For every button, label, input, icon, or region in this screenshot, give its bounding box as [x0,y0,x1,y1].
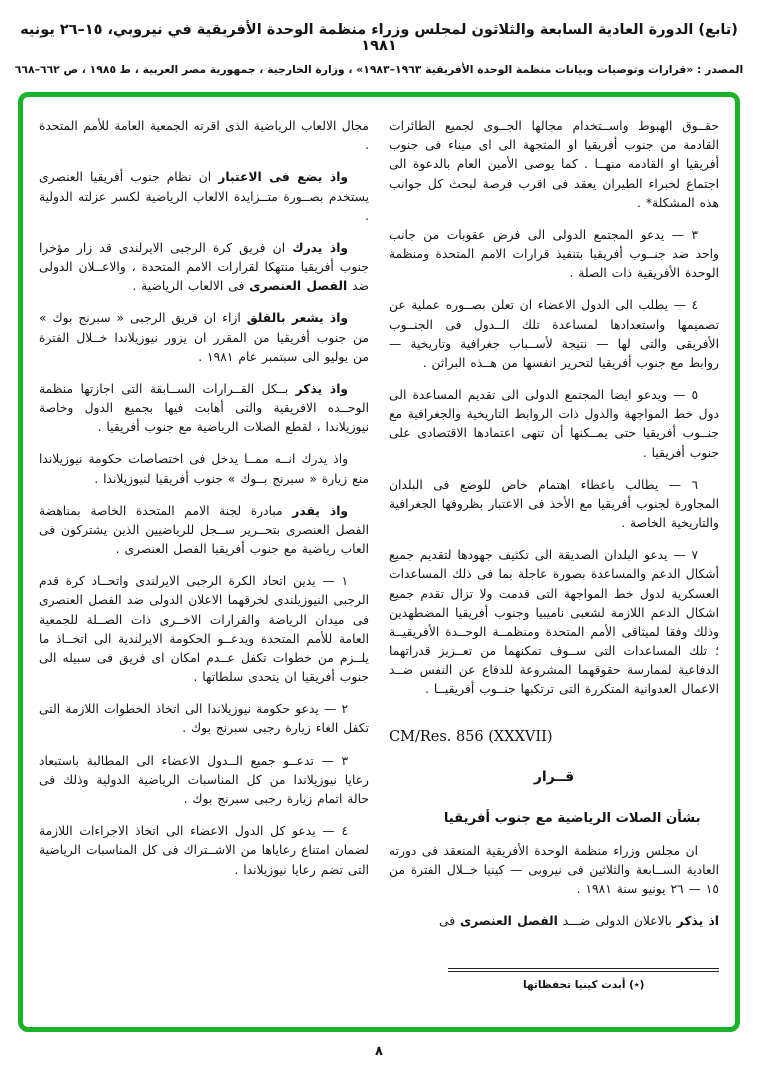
text-run: بالاعلان الدولى ضـــد [557,914,677,929]
page-number: ٨ [375,1044,383,1059]
bold-text-run: واذ يضع فى الاعتبار [218,170,349,185]
bold-text-run: واذ يشعر بالقلق [246,311,349,326]
resolution-reference: CM/Res. 856 (XXXVII) [389,728,553,745]
text-run: فى الالعاب الرياضية . [132,279,250,294]
text-run: ٥ — ويدعو ايضا المجتمع الدولى الى تقديم المساعدة الى دول خط المواجهة والدول ذات الروابط التاريخية والجغرافية مع جنــوب أفريقيا حتى يمــكنها أن تنهى اعتمادها الاقتصادى على جنوب أفريقيا . [389,388,719,460]
resolution-heading: قــرار [533,768,575,785]
bold-text-run: اذ يذكر [676,914,719,929]
content-frame [18,92,740,1032]
two-column-layout [39,117,719,1019]
paragraph [39,168,369,226]
left-column [39,117,369,1019]
right-column [389,117,719,1019]
text-run: ٤ — يطلب الى الدول الاعضاء ان تعلن بصــوره عملية عن تصميمها واستعدادها لمساعدة تلك الــدول فى الجنــوب الأفريقى والتى لها — نتيجة لأســباب جغرافية وتاريخية — روابط مع جنوب أفريقيا لتحرير انفسها من هــذه البراثن . [389,298,719,370]
text-run: واذ يدرك انــه ممــا يدخل فى اختصاصات حكومة نيوزيلاندا منع زيارة « سبرنج بــوك » جنوب أفريقيا لنيوزيلاندا . [39,452,369,486]
text-run: ٣ — تدعــو جميع الــدول الاعضاء الى المطالبة باستبعاد رعايا نيوزيلاندا من كل المناسبات الرياضية الدولية وذلك فى حالة اتمام زيارة رجبى سبرنج بوك . [39,753,369,806]
source-line: المصدر : «قرارات وتوصيات وبيانات منظمة الوحدة الأفريقية ١٩٦٣–١٩٨٣» ، وزارة الخارجية ، جمهورية مصر العربية ، ط ١٩٨٥ ، ص ٦٦٢–٦٦٨ [14,63,744,76]
paragraph [389,386,719,463]
paragraph [39,502,369,560]
paragraph [39,239,369,297]
text-run: مجال الالعاب الرياضية الذى اقرته الجمعية العامة للأمم المتحدة . [39,119,369,153]
text-run: ٦ — يطالب باعطاء اهتمام خاص للوضع فى البلدان المجاورة لجنوب أفريقيا مع الأخذ فى الاعتبار بظروفها الجغرافية والتاريخية الخاصة . [389,477,719,531]
paragraph [389,117,719,213]
resolution-subject: بشأن الصلات الرياضية مع جنوب أفريقيا [443,810,701,826]
text-run: ٤ — يدعو كل الدول الاعضاء الى اتخاذ الاجراءات اللازمة لضمان امتناع رعاياها من الاشــتراك فى كل المناسبات الرياضية التى تضم رعايا نيوزيلاندا . [39,824,369,877]
text-run: ان فريق كرة الرجبى الايرلندى قد زار مؤخرا جنوب أفريقيا منتهكا لقرارات الامم المتحدة ، والاعــلان الدولى ضد [39,240,369,294]
text-run: ٧ — يدعو البلدان الصديقة الى تكثيف جهودها لتقديم جميع أشكال الدعم والمساعدة بصورة عاجلة بما فى ذلك المساعدات العسكرية لدول خط المواجهة التى قدمت ولا تزال تقدم جميع اشكال الدعم اللازمة لشعبى ناميبيا وجنوب أفريقيا المضطهدين وذلك وفقا لميثاقى الأمم المتحدة ومنظمــة الوحــدة الأفريقيــة ؛ تلك المساعدات التى ســوف تمكنهما من تعــزيز قدراتهما الدفاعية لممارسة حقوقهما المشروعة للدفاع عن النفس ضــد الاعمال العدوانية المتكررة التى ترتكبها جنــوب أفريقيــا . [389,548,719,697]
paragraph [39,117,369,155]
bold-text-run: واذ يدرك [292,240,349,255]
paragraph [389,546,719,699]
paragraph [39,822,369,880]
text-run: ازاء ان فريق الرجبى « سبرنج بوك » من جنوب أفريقيا من المقرر ان يزور نيوزيلاندا خــلال الفترة من يوليو الى سبتمبر عام ١٩٨١ . [39,311,369,364]
text-run: مبادرة لجنة الامم المتحدة الخاصة بمناهضة الفصل العنصرى بتحــرير ســجل للرياضيين الذين يشتركون فى العاب رياضية مع جنوب أفريقيا الفصل العنصرى . [39,503,369,557]
bold-text-run: الفصل العنصرى [249,279,348,294]
paragraph [389,226,719,284]
text-run: بــكل القــرارات الســابقة التى اجازتها منظمة الوحــده الافريقية والتى أهابت فيها بجميع الدول وخاصة نيوزيلاندا ، لقطع الصلات الرياضية مع جنوب أفريقيا . [39,381,369,435]
paragraph [39,309,369,367]
session-title: (تابع) الدورة العادية السابعة والثلاثون لمجلس وزراء منظمة الوحدة الأفريقية في نيروبي، ١٥–٢٦ يونيه ١٩٨١ [20,22,738,54]
paragraph [389,912,719,931]
page-header [0,0,758,76]
text-run: ١ — يدين اتحاد الكرة الرجبى الايرلندى واتحــاد كرة قدم الرجبى النيوزيلندى لخرقهما الاعلان الدولى ضد الفصل العنصرى فى ميدان الرياضة والقرارات الاخــرى ذات الصــلة للجمعية العامة للأمم المتحدة ويدعــو الحكومة الايرلندية الى اتخــاذ ما يلــزم من خطوات تكفل عــدم امكان اى فريق فى سبيله الى جنوب أفريقيا ان يتحدى سلطاتها . [39,574,369,685]
paragraph [39,380,369,438]
bold-text-run: الفصل العنصرى [460,914,558,929]
bold-text-run: واذ يذكر [295,381,349,396]
bold-text-run: واذ يقدر [292,503,349,518]
paragraph [39,450,369,488]
paragraph [389,842,719,900]
text-run: ان نظام جنوب أفريقيا العنصرى يستخدم بصــورة متــزايدة الالعاب الرياضية لكسر عزلته الدولية . [39,170,369,223]
paragraph [39,752,369,810]
text-run: ٣ — يدعو المجتمع الدولى الى فرض عقوبات من جانب واحد ضد جنــوب أفريقيا بتنفيذ قرارات الامم المتحدة ومنظمة الوحدة الأفريقية ذات الصلة . [389,227,719,281]
footnote: (٭) أبدت كينيا تحفظاتها [448,968,719,991]
paragraph [39,572,369,687]
text-run: فى [438,914,460,929]
text-run: ان مجلس وزراء منظمة الوحدة الأفريقية المنعقد فى دورته العادية الســابعة والثلاثين فى نيروبى — كينيا خــلال الفترة من ١٥ — ٢٦ يونيو سنة ١٩٨١ . [389,843,719,896]
paragraph [389,296,719,373]
paragraph [39,700,369,738]
text-run: حقــوق الهبوط واســتخدام مجالها الجــوى لجميع الطائرات القادمة من جنوب أفريقيا او المتجهة الى اى ميناء فى جنوب أفريقيا او القادمه منهــا . كما يوصى الأمين العام بالدعوة الى اجتماع لخبراء الطيران يعقد فى اقرب فرصة لبحث كل جوانب هذه المشكلة* . [389,119,719,210]
text-run: ٢ — يدعو حكومة نيوزيلاندا الى اتخاذ الخطوات اللازمة التى تكفل الغاء زيارة رجبى سبرنج بوك . [39,702,369,736]
paragraph [389,476,719,534]
